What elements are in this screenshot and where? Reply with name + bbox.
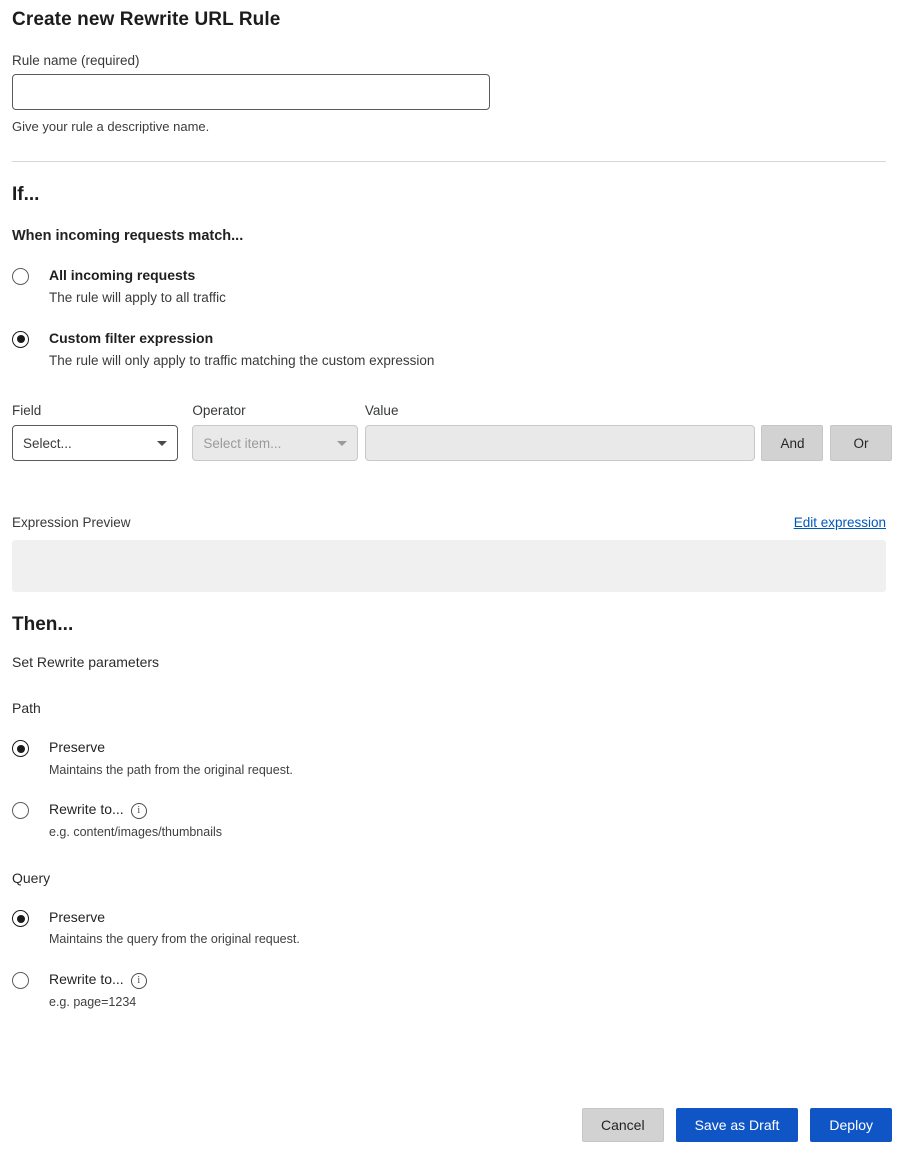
expression-preview-box: [12, 540, 886, 592]
rule-name-label: Rule name (required): [12, 53, 140, 68]
radio-icon[interactable]: [12, 331, 29, 348]
operator-label: Operator: [192, 403, 246, 419]
if-section-subheading: When incoming requests match...: [12, 228, 244, 244]
create-rewrite-url-rule-page: [0, 9, 898, 1158]
radio-option-query-preserve[interactable]: [12, 908, 892, 947]
expression-preview-label: Expression Preview: [12, 515, 131, 531]
cancel-button[interactable]: Cancel: [582, 1108, 664, 1142]
radio-option-all-incoming-requests[interactable]: [12, 266, 892, 307]
radio-option-custom-filter-expression[interactable]: [12, 329, 892, 370]
radio-icon[interactable]: [12, 268, 29, 285]
value-input[interactable]: [365, 425, 755, 461]
rule-name-hint: Give your rule a descriptive name.: [12, 119, 210, 134]
radio-option-desc: e.g. content/images/thumbnails: [49, 824, 223, 839]
deploy-button[interactable]: Deploy: [810, 1108, 892, 1142]
value-label: Value: [364, 403, 399, 419]
radio-option-desc: The rule will apply to all traffic: [49, 290, 226, 306]
field-label: Field: [12, 403, 42, 419]
radio-icon[interactable]: [12, 802, 29, 819]
path-group-label: Path: [12, 700, 41, 717]
form-footer: [582, 1108, 892, 1142]
field-column: [12, 403, 178, 461]
edit-expression-link[interactable]: Edit expression: [793, 515, 886, 531]
rule-name-input[interactable]: [12, 74, 490, 110]
operator-select-value: Select item...: [203, 435, 282, 451]
page-title: Create new Rewrite URL Rule: [12, 9, 281, 30]
value-column: [365, 403, 755, 461]
operator-column: [192, 403, 358, 461]
radio-icon[interactable]: [12, 740, 29, 757]
save-as-draft-button[interactable]: Save as Draft: [676, 1108, 799, 1142]
radio-option-desc: e.g. page=1234: [49, 994, 137, 1009]
radio-option-title: All incoming requests: [49, 267, 196, 283]
and-button[interactable]: And: [761, 425, 823, 461]
radio-option-query-rewrite-to[interactable]: [12, 970, 892, 1010]
radio-option-desc: Maintains the path from the original request.: [49, 762, 293, 777]
radio-option-title: Custom filter expression: [49, 329, 214, 346]
section-divider: [12, 161, 886, 162]
field-select[interactable]: [12, 425, 178, 461]
filter-expression-row: [12, 403, 892, 461]
radio-option-desc: Maintains the query from the original request.: [49, 932, 300, 947]
info-icon[interactable]: i: [131, 973, 147, 989]
radio-icon[interactable]: [12, 972, 29, 989]
then-section-heading: Then...: [12, 614, 74, 636]
info-icon[interactable]: i: [131, 803, 147, 819]
radio-option-path-preserve[interactable]: [12, 738, 892, 777]
radio-option-path-rewrite-to[interactable]: [12, 800, 892, 840]
expression-preview-header: [12, 515, 886, 530]
chevron-down-icon: [337, 441, 347, 446]
or-button[interactable]: Or: [830, 425, 892, 461]
then-section-subtitle: Set Rewrite parameters: [12, 654, 160, 671]
query-group-label: Query: [12, 870, 51, 887]
radio-option-title: Rewrite to...: [49, 800, 124, 817]
radio-icon[interactable]: [12, 910, 29, 927]
radio-option-title: Preserve: [49, 739, 106, 756]
field-select-value: Select...: [23, 435, 72, 451]
operator-select[interactable]: [192, 425, 358, 461]
if-section-heading: If...: [12, 184, 40, 205]
radio-option-desc: The rule will only apply to traffic matching the custom expression: [49, 352, 435, 368]
radio-option-title: Preserve: [49, 909, 106, 926]
chevron-down-icon: [157, 441, 167, 446]
radio-option-title: Rewrite to...: [49, 970, 124, 987]
